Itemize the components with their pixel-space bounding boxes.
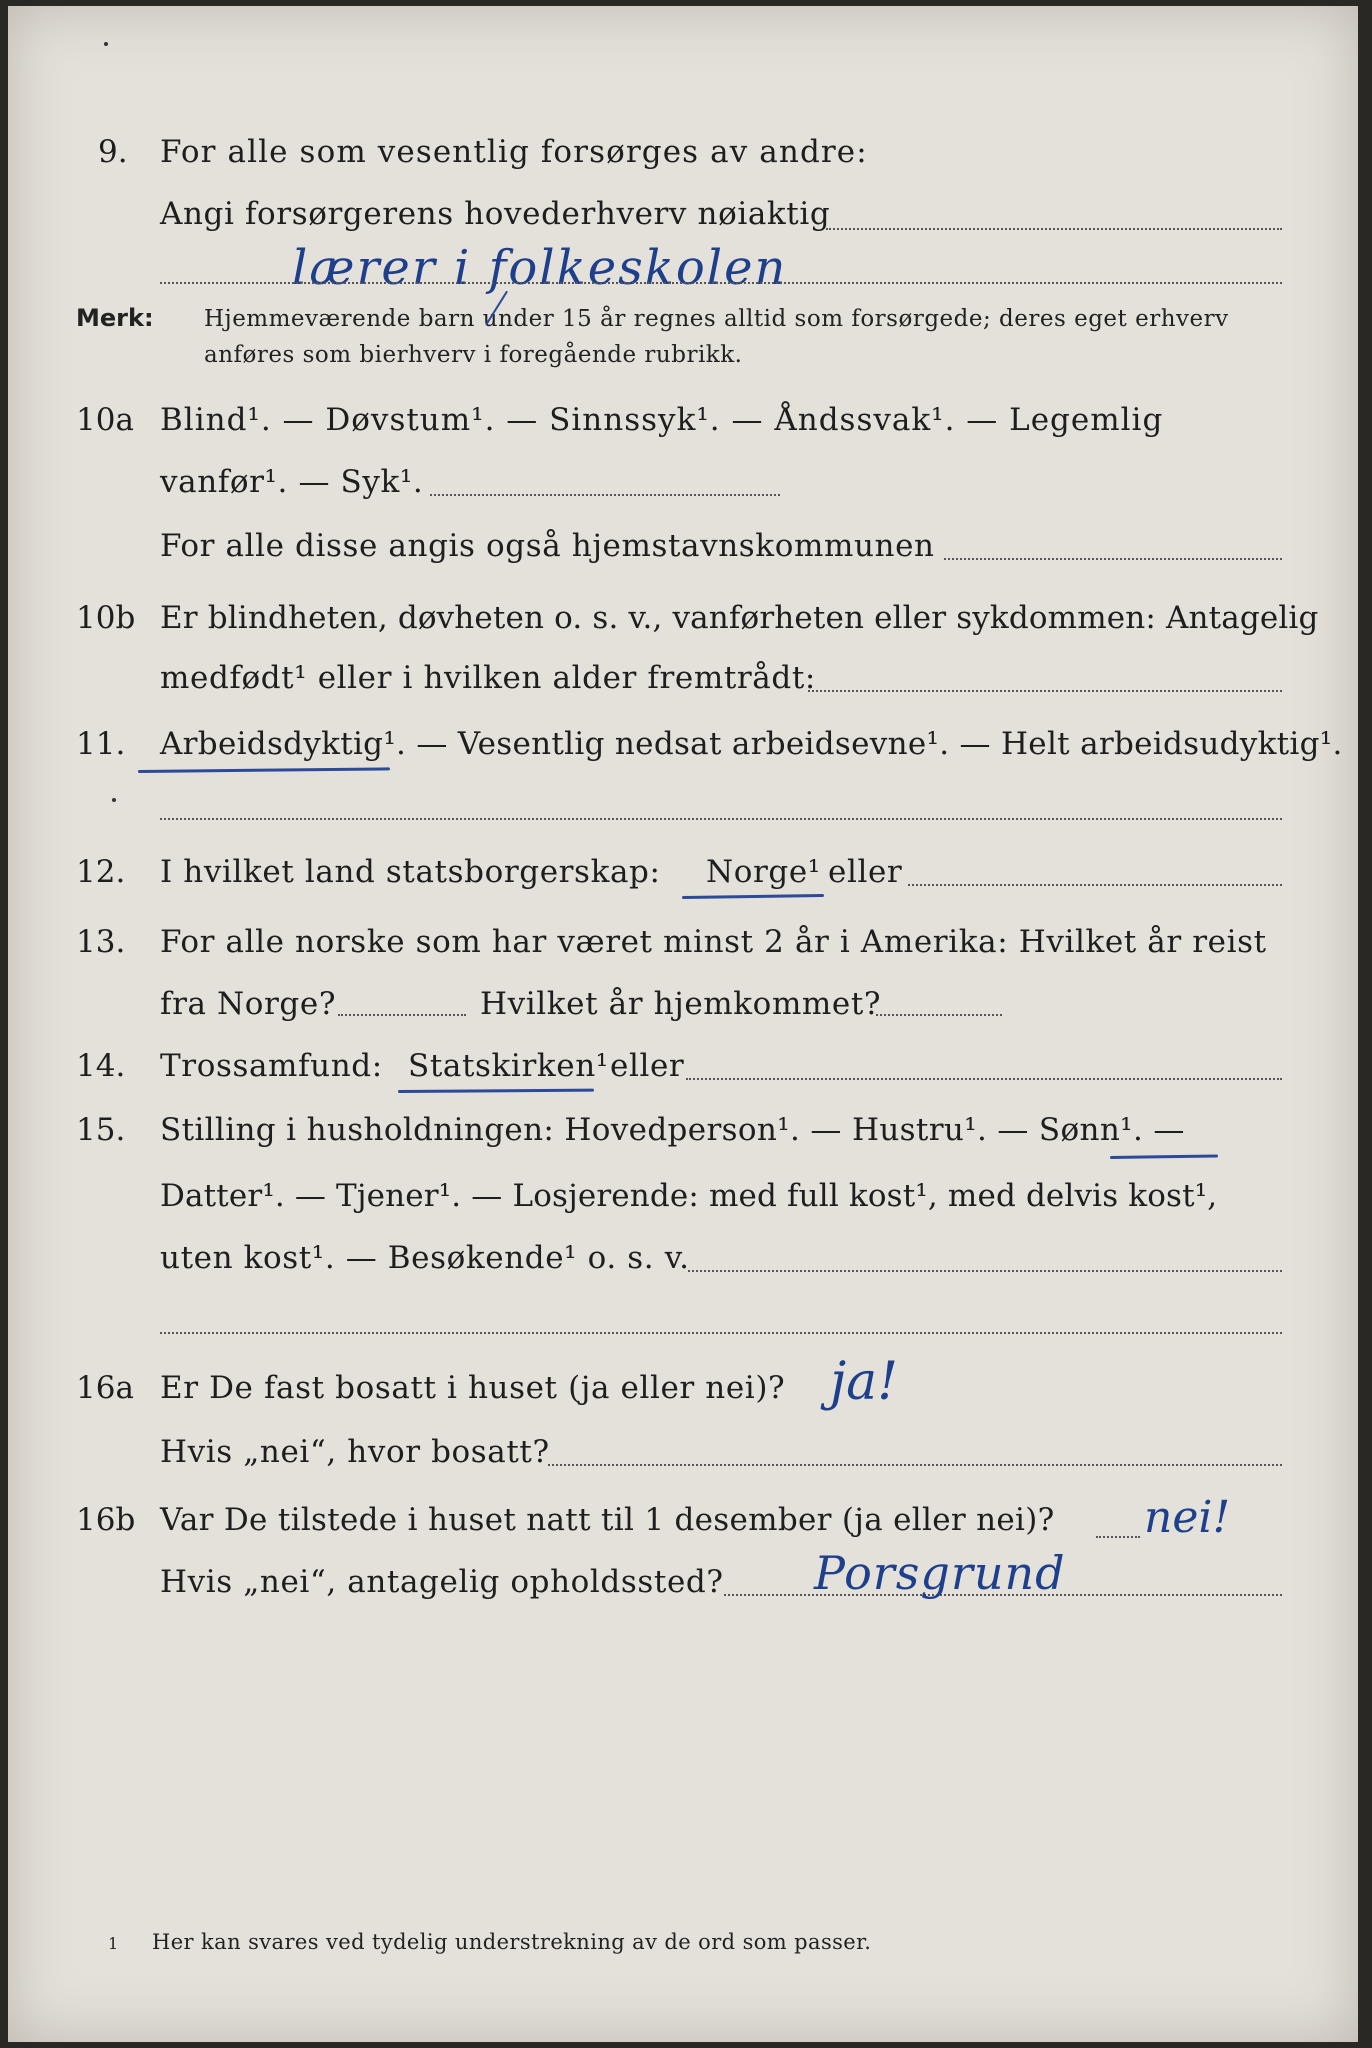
q15-fill-line1 <box>688 1270 1282 1272</box>
q15-line1: Stilling i husholdningen: Hovedperson¹. — Hustru¹. — Sønn¹. — <box>160 1112 1185 1148</box>
q14-text: Trossamfund: <box>160 1048 383 1084</box>
q9-handwritten-answer[interactable]: lærer i folkeskolen <box>292 240 788 296</box>
q13-number: 13. <box>76 924 126 960</box>
q9-number: 9. <box>98 134 128 170</box>
q10a-line2: vanfør¹. — Syk¹. <box>160 464 424 500</box>
q13-line1: For alle norske som har været minst 2 år i Amerika: Hvilket år reist <box>160 924 1267 960</box>
q16a-handwritten-answer[interactable]: ja! <box>830 1352 899 1412</box>
q14-number: 14. <box>76 1048 126 1084</box>
census-form-page <box>8 6 1358 2042</box>
q12-after: eller <box>828 854 903 890</box>
q16a-number: 16a <box>76 1370 134 1406</box>
q11-fill-line <box>160 818 1282 820</box>
q12-number: 12. <box>76 854 126 890</box>
q13-line2b: Hvilket år hjemkommet? <box>480 986 882 1022</box>
q11-arbeidsdyktig-underline <box>138 767 390 773</box>
q15-line3: uten kost¹. — Besøkende¹ o. s. v. <box>160 1240 690 1276</box>
q10b-number: 10b <box>76 600 136 636</box>
q16a-fill-line <box>548 1464 1282 1466</box>
q10b-line2: medfødt¹ eller i hvilken alder fremtrådt: <box>160 660 816 696</box>
q16b-handwritten-opholdssted[interactable]: Porsgrund <box>814 1546 1066 1600</box>
q16b-line2: Hvis „nei“, antagelig opholdssted? <box>160 1564 724 1600</box>
q13-line2a: fra Norge? <box>160 986 337 1022</box>
q13-fill-line1 <box>338 1014 466 1016</box>
merk-text-line2: anføres som bierhverv i foregående rubrikk. <box>204 342 743 368</box>
q16b-fill-line1 <box>1096 1536 1140 1538</box>
q10a-number: 10a <box>76 402 134 438</box>
q10a-line3: For alle disse angis også hjemstavnskommunen <box>160 528 935 564</box>
q10b-fill-line <box>808 690 1282 692</box>
q11-line1: Arbeidsdyktig¹. — Vesentlig nedsat arbeidsevne¹. — Helt arbeidsudyktig¹. <box>160 726 1343 762</box>
q14-option-statskirken: Statskirken¹ <box>408 1048 609 1084</box>
q9-question-line2: Angi forsørgerens hovederhverv nøiaktig <box>160 196 831 232</box>
q10b-line1: Er blindheten, døvheten o. s. v., vanførheten eller sykdommen: Antagelig <box>160 600 1319 636</box>
q10a-fill-line2 <box>944 558 1282 560</box>
paper-speck <box>104 42 108 46</box>
footnote-mark: 1 <box>108 1934 119 1953</box>
q9-answer-line <box>160 282 1282 284</box>
q10a-line1: Blind¹. — Døvstum¹. — Sinnssyk¹. — Åndssvak¹. — Legemlig <box>160 402 1164 438</box>
q14-fill-line <box>686 1078 1282 1080</box>
q15-fill-line2 <box>160 1332 1282 1334</box>
q14-statskirken-underline <box>398 1089 594 1093</box>
q16a-line2: Hvis „nei“, hvor bosatt? <box>160 1434 550 1470</box>
q16a-line1: Er De fast bosatt i huset (ja eller nei)? <box>160 1370 786 1406</box>
q16b-number: 16b <box>76 1502 136 1538</box>
footnote-text: Her kan svares ved tydelig understrekning av de ord som passer. <box>152 1930 872 1954</box>
q12-text: I hvilket land statsborgerskap: <box>160 854 661 890</box>
merk-text-line1: Hjemmeværende barn under 15 år regnes alltid som forsørgede; deres eget erhverv <box>204 306 1229 332</box>
q12-option-norge: Norge¹ <box>706 854 821 890</box>
q11-number: 11. <box>76 726 126 762</box>
q10a-fill-line1 <box>430 494 780 496</box>
merk-label: Merk: <box>76 304 154 332</box>
q16b-line1: Var De tilstede i huset natt til 1 desember (ja eller nei)? <box>160 1502 1055 1538</box>
paper-speck <box>112 798 116 802</box>
q13-fill-line2 <box>876 1014 1002 1016</box>
q14-after: eller <box>610 1048 685 1084</box>
q9-fill-line <box>826 228 1282 230</box>
q9-question-line1: For alle som vesentlig forsørges av andre: <box>160 134 868 170</box>
q16b-handwritten-answer[interactable]: nei! <box>1144 1492 1231 1543</box>
q15-sonn-underline <box>1110 1154 1218 1159</box>
q15-number: 15. <box>76 1112 126 1148</box>
q12-fill-line <box>908 884 1282 886</box>
q12-norge-underline <box>682 894 824 899</box>
q15-line2: Datter¹. — Tjener¹. — Losjerende: med full kost¹, med delvis kost¹, <box>160 1178 1218 1214</box>
